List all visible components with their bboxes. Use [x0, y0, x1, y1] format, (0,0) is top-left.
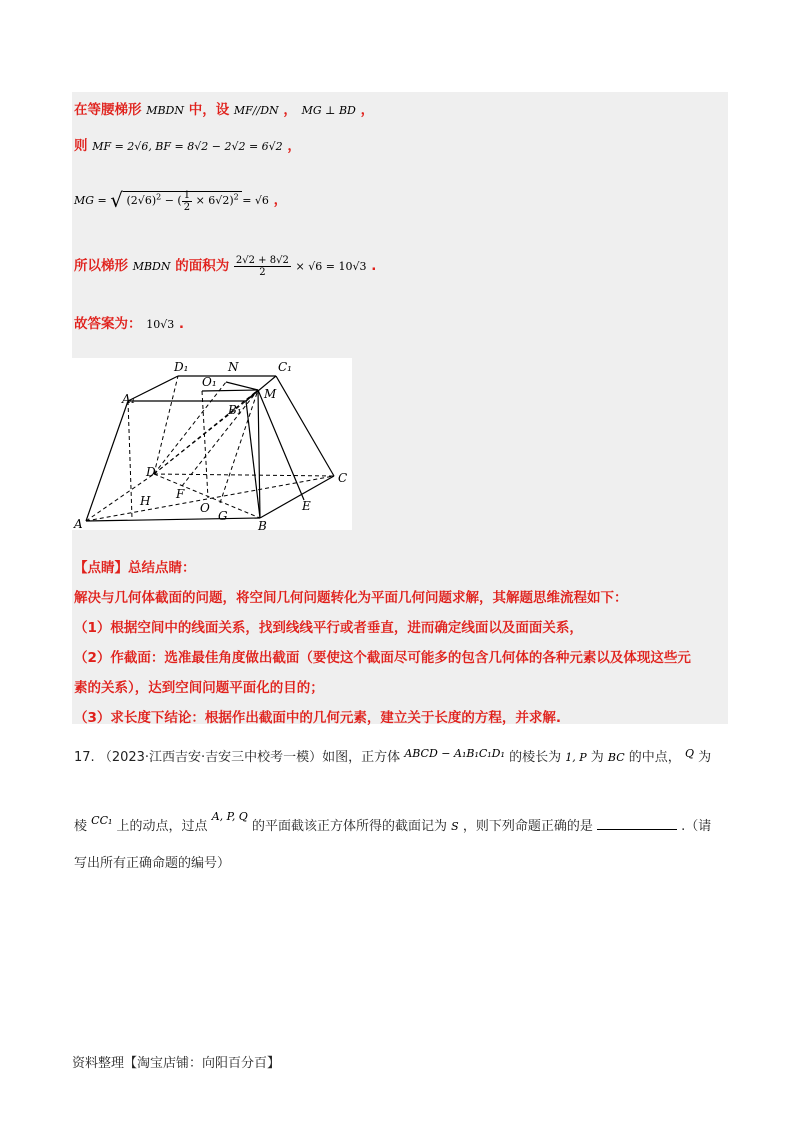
seg-N-M — [226, 382, 258, 390]
tips-item-2a: （2）作截面：选准最佳角度做出截面（要使这个截面尽可能多的包含几何体的各种元素以及体现这些元 — [74, 650, 691, 666]
solution-line-1 — [74, 98, 374, 118]
math-q: Q — [684, 747, 694, 760]
label-B: B — [258, 519, 267, 530]
solution-answer — [74, 312, 184, 332]
text: 中，设 — [188, 102, 230, 118]
text: 故答案为： — [74, 316, 142, 332]
math-term: × 6√2) — [195, 194, 234, 207]
label-G: G — [218, 509, 228, 523]
label-D1: D₁ — [174, 360, 189, 374]
text: 为 — [698, 750, 712, 765]
math-term: (2√6) — [126, 194, 157, 207]
label-C1: C₁ — [278, 360, 292, 374]
text: .（请 — [681, 819, 712, 834]
solution-line-4 — [74, 254, 376, 278]
text: . — [371, 258, 377, 274]
text: 则 — [74, 138, 88, 154]
math-apq: A, P, Q — [211, 810, 248, 823]
label-A1: A₁ — [122, 392, 136, 406]
question-line-3: 写出所有正确命题的编号） — [74, 856, 231, 871]
edge-C1-C — [276, 376, 334, 476]
label-O: O — [200, 501, 210, 515]
hidden-O1-O — [202, 391, 208, 498]
text: . — [178, 316, 185, 332]
text: 在等腰梯形 — [74, 102, 142, 118]
label-N: N — [228, 360, 239, 374]
label-D: D — [146, 465, 156, 479]
math-cube: ABCD − A₁B₁C₁D₁ — [404, 747, 505, 760]
math-value: 1, P — [565, 751, 587, 764]
tips-item-3: （3）求长度下结论：根据作出截面中的几何元素，建立关于长度的方程，并求解. — [74, 710, 562, 726]
tips-intro: 解决与几何体截面的问题，将空间几何问题转化为平面几何问题求解，其解题思维流程如下： — [74, 590, 628, 606]
text: ，则下列命题正确的是 — [462, 819, 593, 834]
text: ， — [283, 102, 297, 118]
frustum-diagram — [72, 358, 352, 530]
math-bc: BC — [607, 751, 625, 764]
math-op: − — [164, 194, 178, 207]
label-M: M — [264, 387, 277, 401]
text: ， — [360, 102, 375, 118]
math-expression: × √6 = 10√3 — [295, 260, 367, 273]
math-shape: MBDN — [132, 260, 171, 273]
question-number: 17. — [74, 750, 95, 765]
answer-value: 10√3 — [146, 318, 175, 331]
math-cc1: CC₁ — [91, 814, 113, 827]
seg-O1-M — [202, 390, 258, 391]
solution-line-3: MG = √ $(2√6)^2$ − ( $\frac{1}{2}$ × 6√2)$^2$ = √6 ， — [74, 188, 288, 213]
label-F: F — [176, 487, 185, 501]
math-cond: MG ⊥ BD — [301, 104, 356, 117]
seg-M-E — [258, 390, 304, 500]
label-B1: B₁ — [228, 403, 242, 417]
hidden-A1-H — [128, 401, 132, 518]
label-E: E — [302, 499, 311, 513]
text: 的面积为 — [175, 258, 230, 274]
fraction-half: $\frac{1}{2}$ — [183, 189, 191, 213]
math-s: S — [451, 820, 459, 833]
math-shape: MBDN — [146, 104, 184, 117]
question-source: （2023·江西吉安·吉安三中校考一模）如图，正方体 — [98, 750, 401, 765]
tips-item-1: （1）根据空间中的线面关系，找到线线平行或者垂直，进而确定线面以及面面关系， — [74, 620, 583, 636]
edge-A1-A — [86, 401, 128, 521]
text: 的中点， — [628, 750, 681, 765]
text: 为 — [590, 750, 604, 765]
solution-line-2 — [74, 134, 301, 154]
text: 上的动点，过点 — [116, 819, 208, 834]
edge-A-B — [86, 518, 260, 521]
question-line-2 — [74, 810, 711, 834]
text: 棱 — [74, 819, 88, 834]
math-expression: = √6 — [242, 194, 269, 207]
geometry-figure — [72, 358, 352, 530]
label-A: A — [74, 517, 83, 530]
tips-item-2b: 素的关系），达到空间问题平面化的目的； — [74, 680, 324, 696]
text: ， — [273, 192, 288, 208]
hidden-D-C — [154, 474, 334, 476]
label-H: H — [140, 494, 151, 508]
tips-title: 【点睛】总结点睛： — [74, 560, 196, 576]
question-line-1 — [74, 746, 711, 765]
math-cond: MF//DN — [233, 104, 279, 117]
text: 的平面截该正方体所得的截面记为 — [251, 819, 447, 834]
area-fraction: $\frac{2√2 + 8√2}{2}$ — [235, 254, 289, 278]
hidden-D-N — [154, 382, 226, 474]
math-expression: MF = 2√6, BF = 8√2 − 2√2 = 6√2 — [92, 140, 283, 153]
hidden-D-D1 — [154, 376, 178, 474]
answer-blank[interactable] — [597, 829, 677, 830]
math-expression: MG = — [74, 194, 111, 207]
edge-A1-D1 — [128, 376, 178, 401]
text: ， — [287, 138, 301, 154]
text: 所以梯形 — [74, 258, 128, 274]
label-O1: O₁ — [202, 375, 217, 389]
text: 的棱长为 — [509, 750, 562, 765]
footer-note: 资料整理【淘宝店铺：向阳百分百】 — [72, 1056, 281, 1071]
label-C: C — [338, 471, 348, 485]
